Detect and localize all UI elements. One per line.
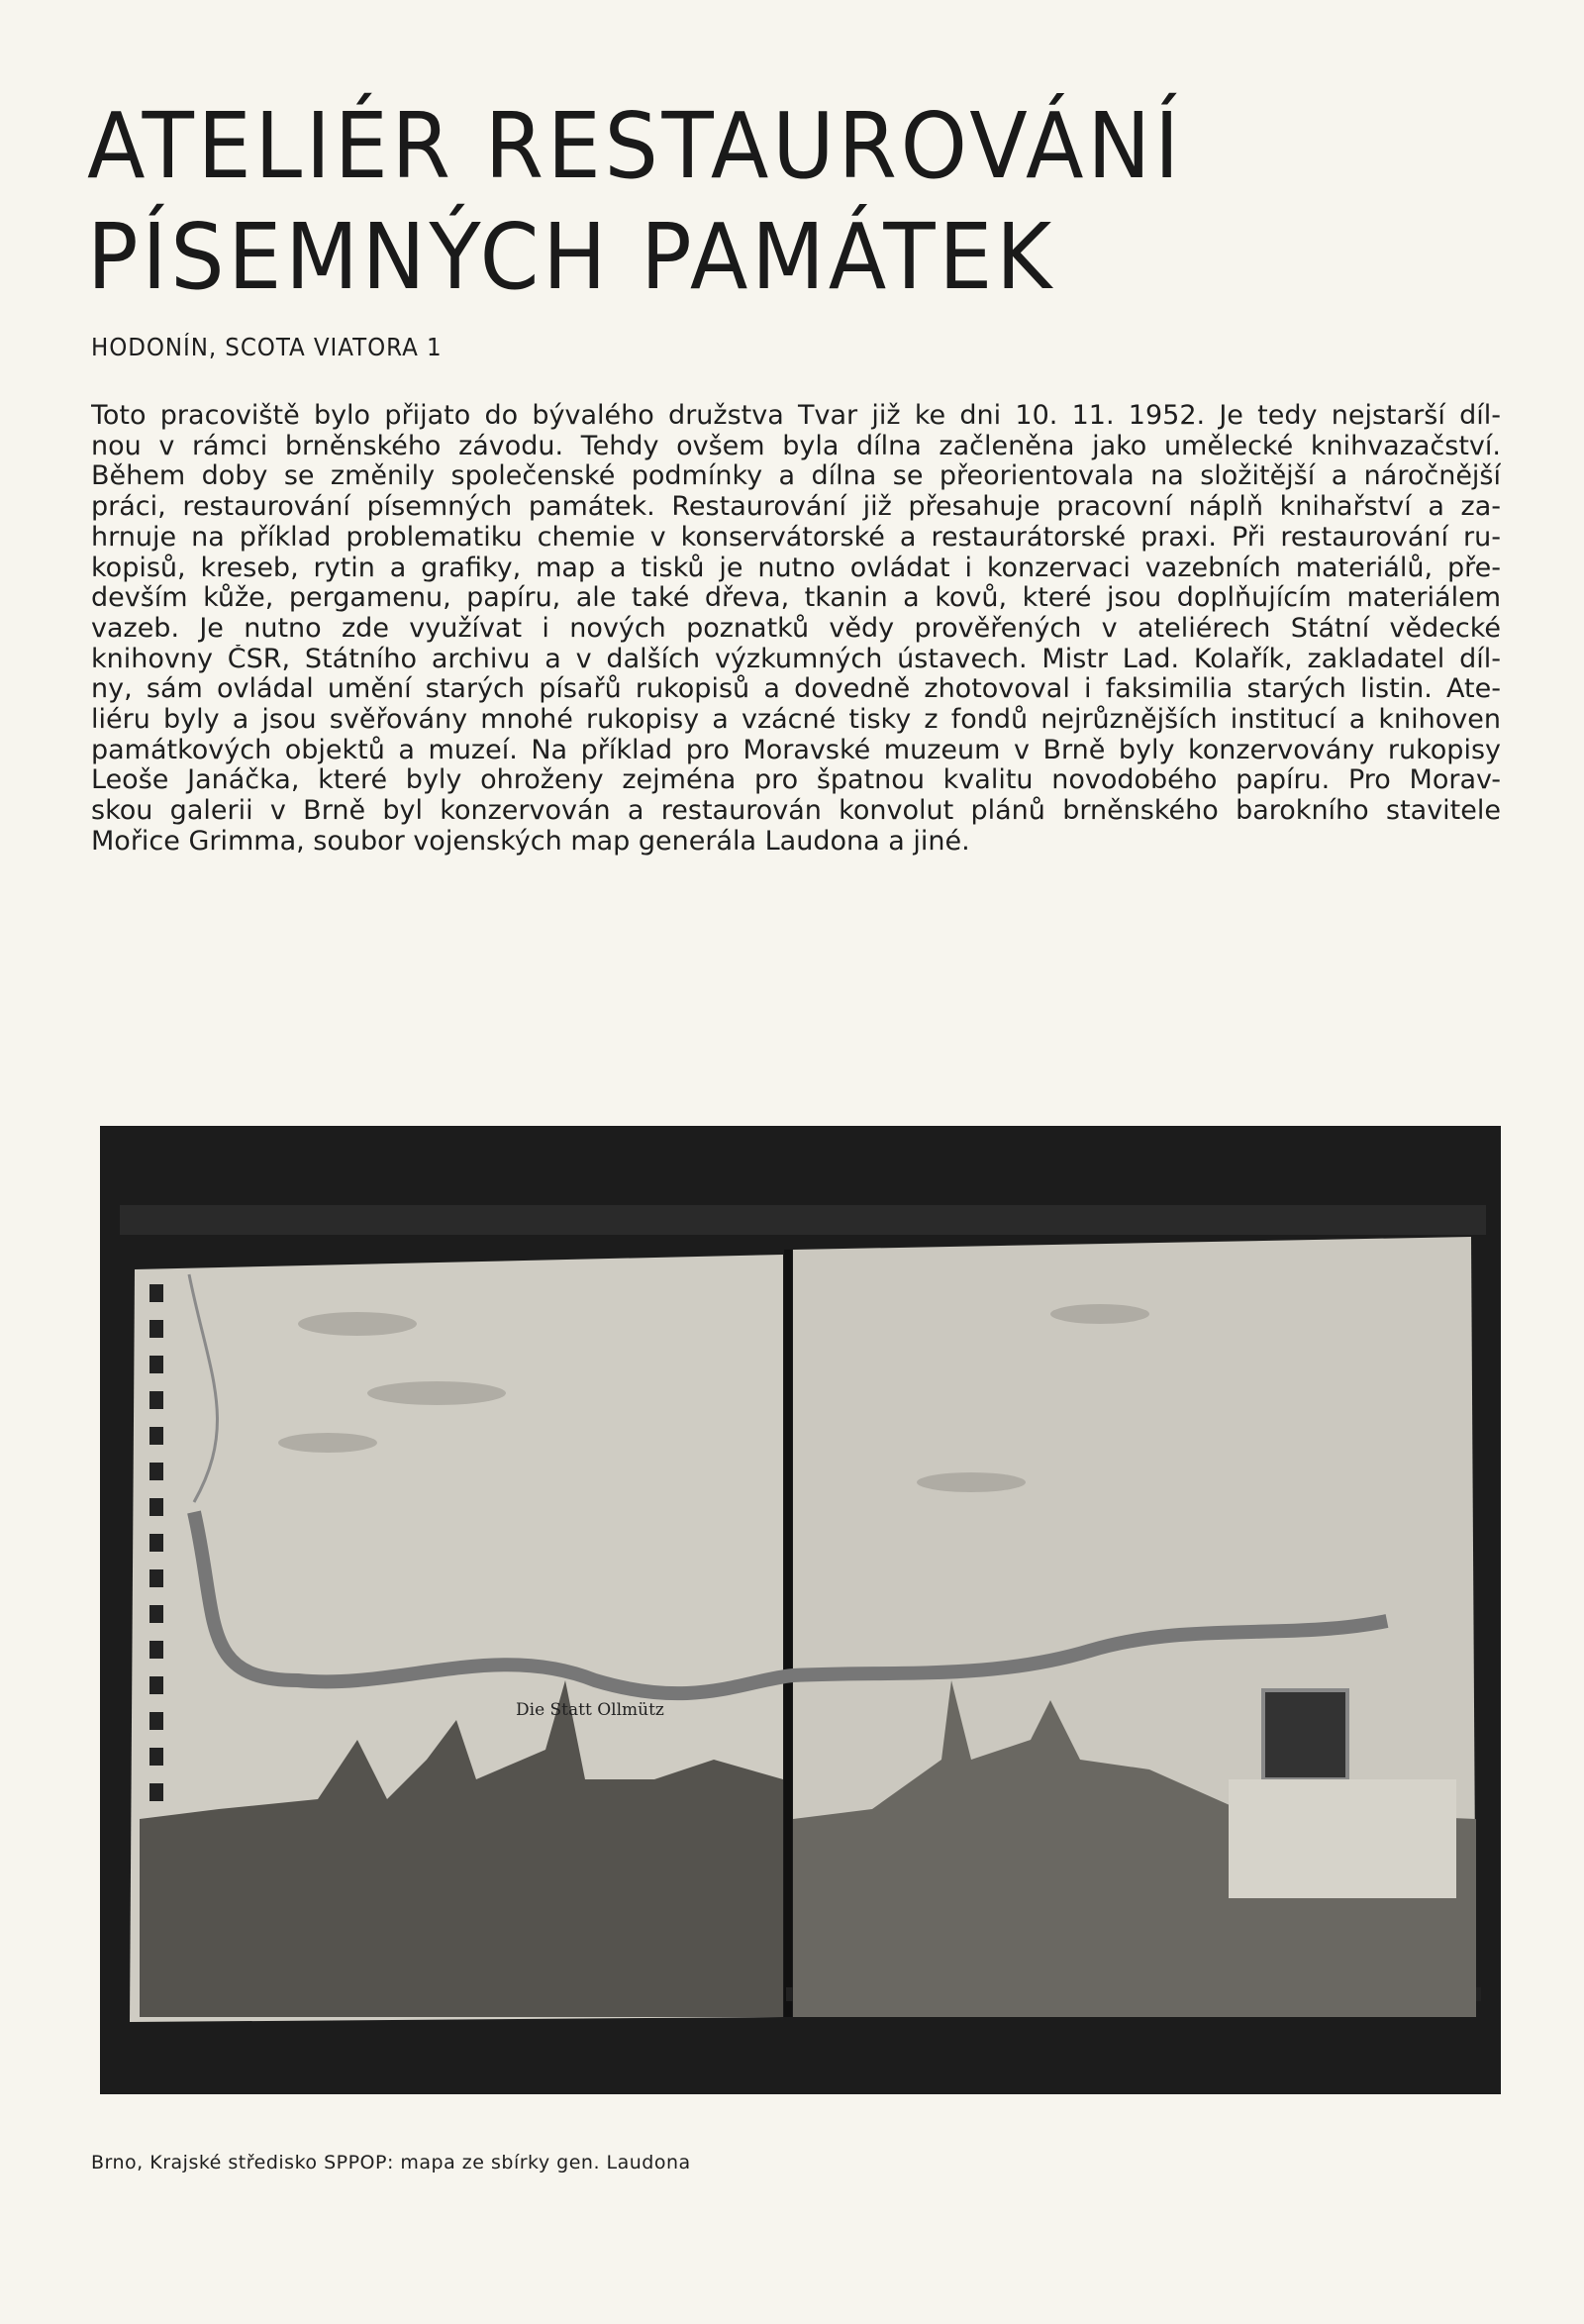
body-line: nou v rámci brněnského závodu. Tehdy ovšem byla dílna začleněna jako umělecké knihvazačství. — [91, 431, 1501, 461]
address: HODONÍN, SCOTA VIATORA 1 — [91, 333, 443, 361]
body-line: ny, sám ovládal umění starých písařů rukopisů a dovedně zhotovoval i faksimilia starých listin. Ate- — [91, 674, 1501, 705]
body-text — [91, 401, 1501, 858]
map-border-tick — [149, 1356, 163, 1373]
map-label: Die Statt Ollmütz — [516, 1700, 664, 1720]
map-border-tick — [149, 1391, 163, 1409]
photo-caption: Brno, Krajské středisko SPPOP: mapa ze sbírky gen. Laudona — [91, 2152, 691, 2173]
map-border-tick — [149, 1569, 163, 1587]
map-illustration — [100, 1126, 1501, 2094]
map-photo — [100, 1126, 1501, 2094]
map-border-tick — [149, 1783, 163, 1801]
body-line: památkových objektů a muzeí. Na příklad pro Moravské muzeum v Brně byly konzervovány rukopisy — [91, 735, 1501, 765]
map-border-tick — [149, 1712, 163, 1730]
map-border-tick — [149, 1320, 163, 1338]
body-line: liéru byly a jsou svěřovány mnohé rukopisy a vzácné tisky z fondů nejrůznějších institucí a knihoven — [91, 705, 1501, 736]
map-border-tick — [149, 1641, 163, 1659]
body-line: hrnuje na příklad problematiku chemie v konservátorské a restaurátorské praxi. Při restaurování ru- — [91, 522, 1501, 553]
body-line: skou galerii v Brně byl konzervován a restaurován konvolut plánů brněnského barokního stavitele — [91, 796, 1501, 827]
map-border-tick — [149, 1748, 163, 1766]
body-line: vazeb. Je nutno zde využívat i nových poznatků vědy prověřených v ateliérech Státní vědecké — [91, 613, 1501, 644]
map-border-tick — [149, 1463, 163, 1480]
body-line: kopisů, kreseb, rytin a grafiky, map a tisků je nutno ovládat i konzervaci vazebních materiálů, pře- — [91, 553, 1501, 583]
body-line: práci, restaurování písemných památek. Restaurování již přesahuje pracovní náplň knihařství a za- — [91, 492, 1501, 523]
map-border-tick — [149, 1534, 163, 1552]
title-line-2: PÍSEMNÝCH PAMÁTEK — [87, 204, 1055, 310]
body-line: devším kůže, pergamenu, papíru, ale také dřeva, tkanin a kovů, které jsou doplňujícím materiálem — [91, 583, 1501, 614]
map-border-tick — [149, 1284, 163, 1302]
title-line-1: ATELIÉR RESTAUROVÁNÍ — [87, 93, 1183, 199]
map-border-tick — [149, 1498, 163, 1516]
body-line: knihovny ČSR, Státního archivu a v dalších výzkumných ústavech. Mistr Lad. Kolařík, zakladatel díl- — [91, 644, 1501, 674]
body-line: Během doby se změnily společenské podmínky a dílna se přeorientovala na složitější a náročnější — [91, 461, 1501, 492]
body-line: Toto pracoviště bylo přijato do bývalého družstva Tvar již ke dni 10. 11. 1952. Je tedy nejstarší díl- — [91, 401, 1501, 431]
map-border-tick — [149, 1427, 163, 1445]
body-line: Mořice Grimma, soubor vojenských map generála Laudona a jiné. — [91, 826, 970, 857]
map-border-tick — [149, 1605, 163, 1623]
page-title — [87, 91, 1183, 313]
map-border-tick — [149, 1676, 163, 1694]
body-line: Leoše Janáčka, které byly ohroženy zejména pro špatnou kvalitu novodobého papíru. Pro Morav- — [91, 765, 1501, 796]
